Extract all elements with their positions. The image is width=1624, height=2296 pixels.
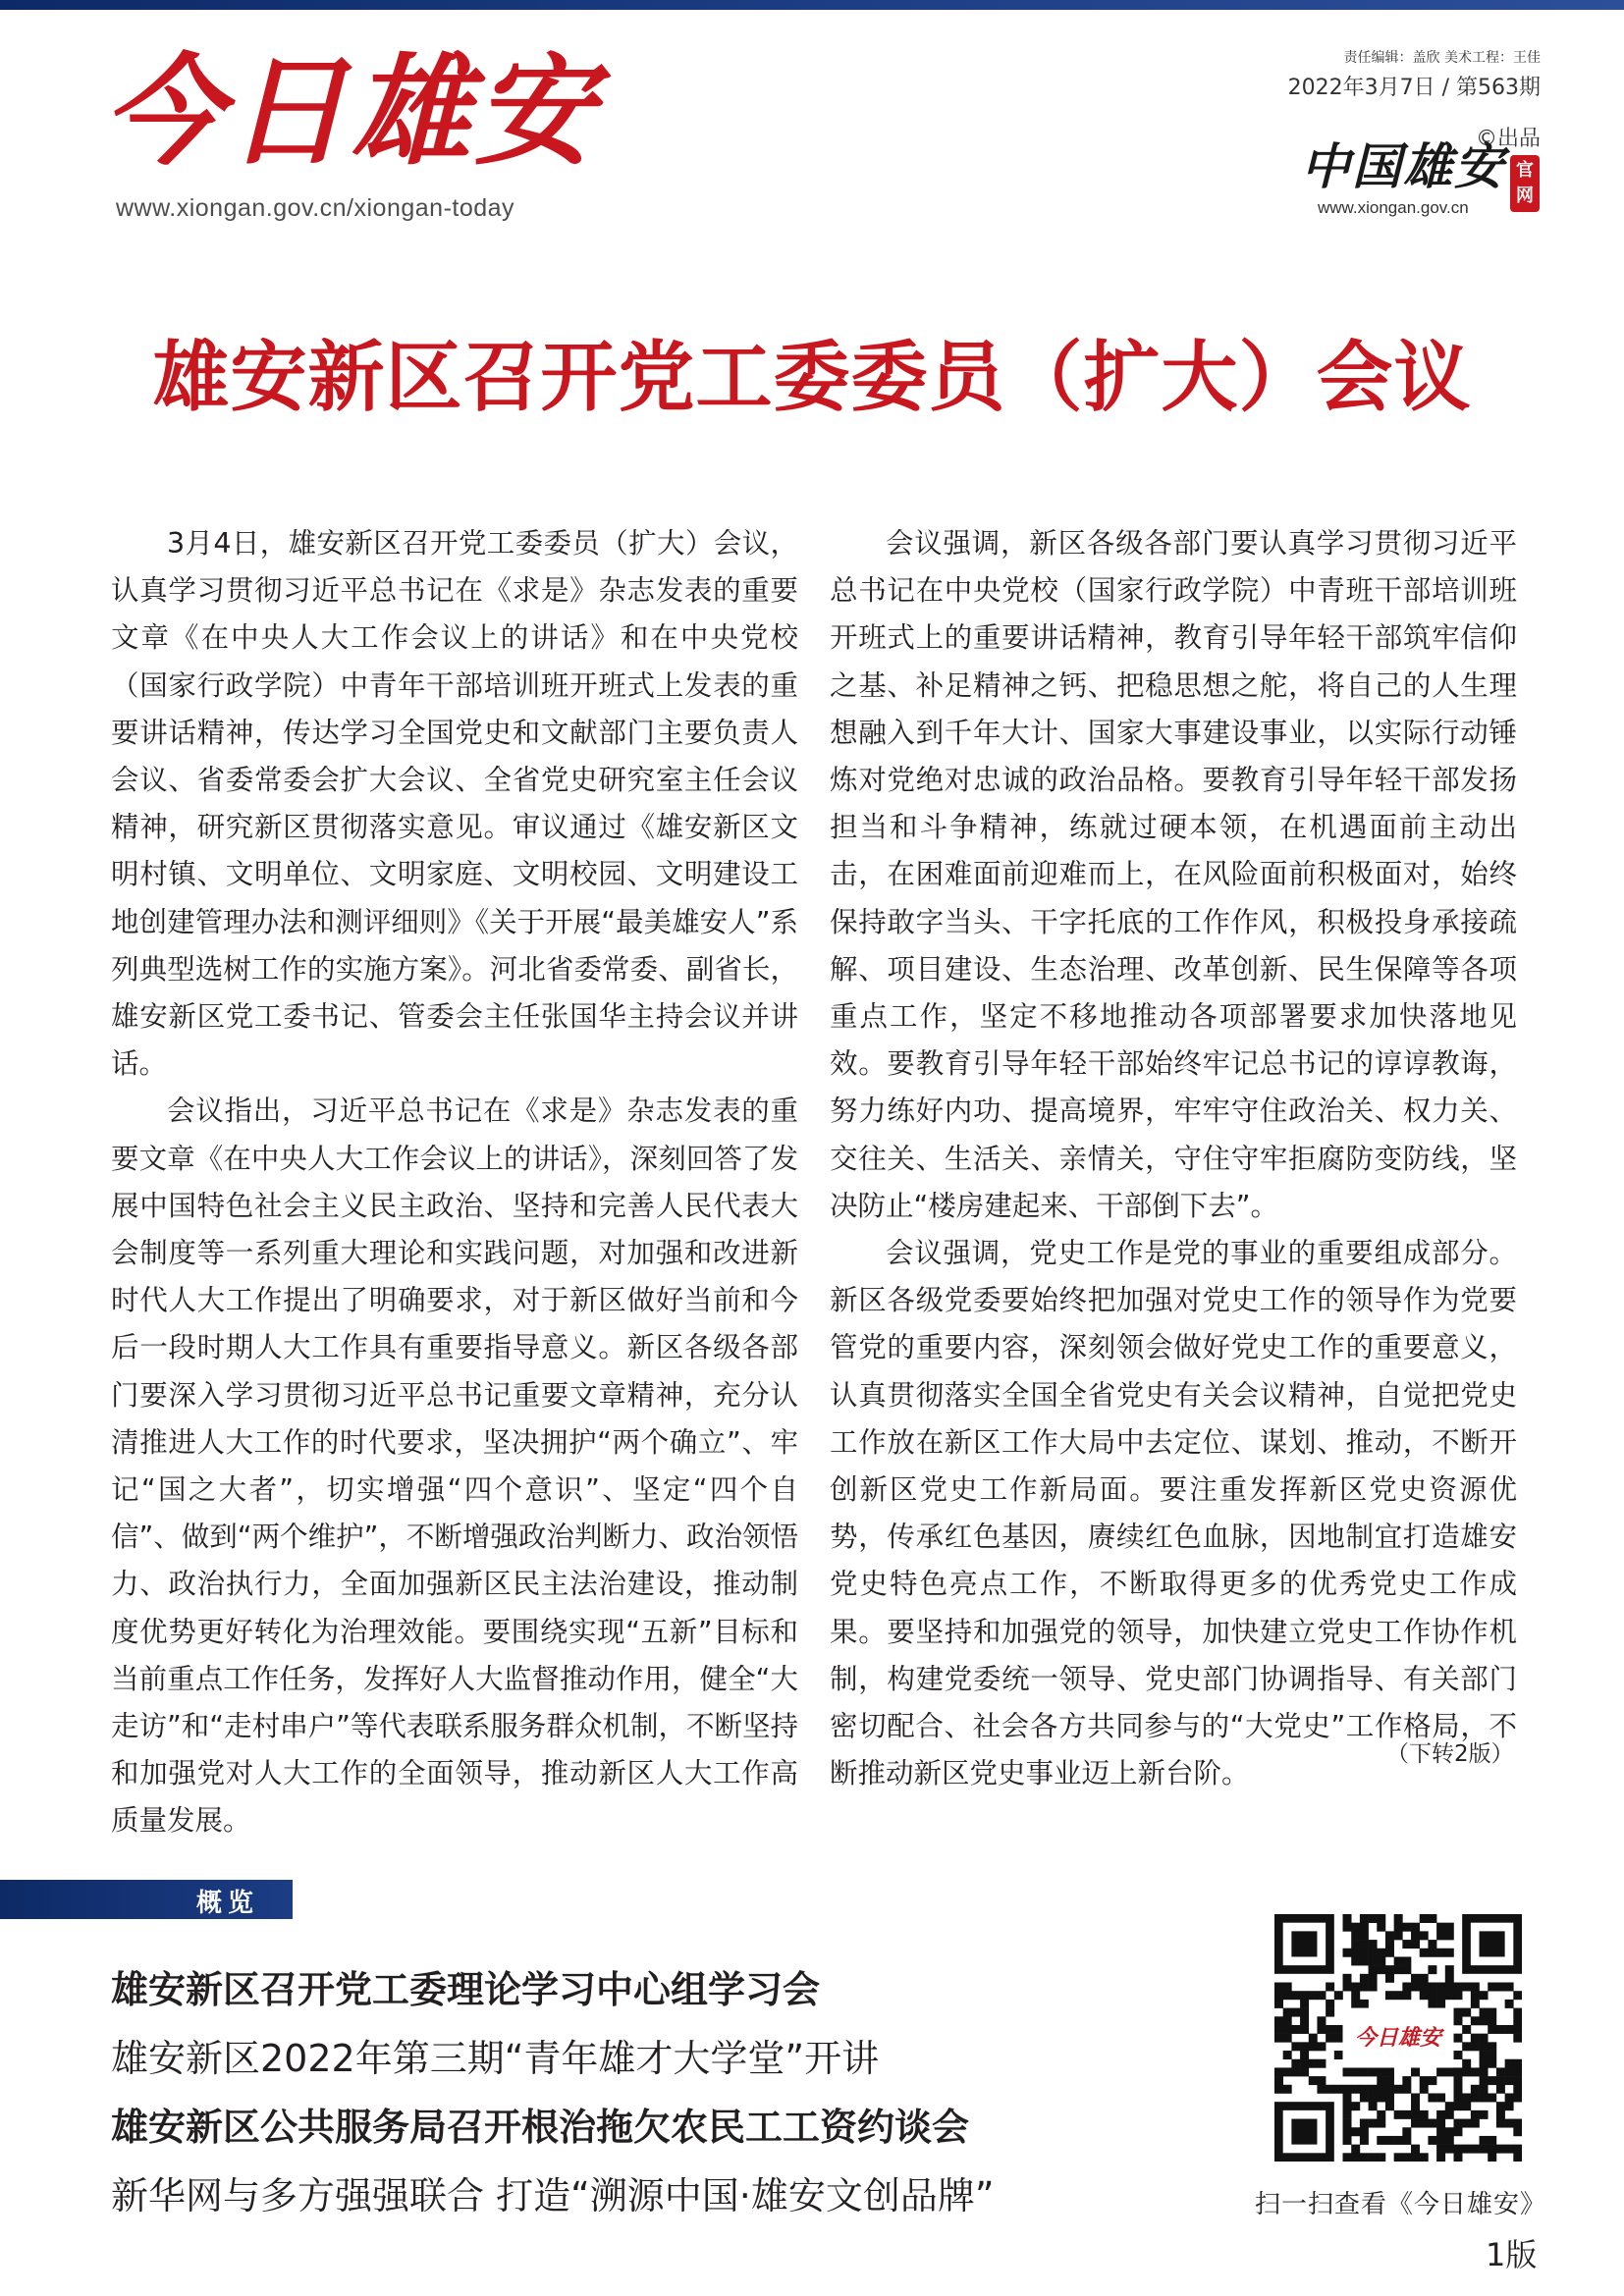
qr-center-logo: 今日雄安 (1354, 2025, 1442, 2051)
article-paragraph: 3月4日，雄安新区召开党工委委员（扩大）会议，认真学习贯彻习近平总书记在《求是》杂志发表的重要文章《在中央人大工作会议上的讲话》和在中央党校（国家行政学院）中青年干部培训班开班式上发表的重要讲话精神，传达学习全国党史和文献部门主要负责人会议、省委常委会扩大会议、全省党史研究室主任会议精神，研究新区贯彻落实意见。审议通过《雄安新区文明村镇、文明单位、文明家庭、文明校园、文明建设工地创建管理办法和测评细则》《关于开展“最美雄安人”系列典型选树工作的实施方案》。河北省委常委、副省长，雄安新区党工委书记、管委会主任张国华主持会议并讲话。 (111, 527, 798, 1081)
continued-note: （下转2版） (1386, 1741, 1514, 1767)
article-paragraph: 会议强调，新区各级各部门要认真学习贯彻习近平总书记在中央党校（国家行政学院）中青班干部培训班开班式上的重要讲话精神，教育引导年轻干部筑牢信仰之基、补足精神之钙、把稳思想之舵，将自己的人生理想融入到千年大计、国家大事建设事业，以实际行动锤炼对党绝对忠诚的政治品格。要教育引导年轻干部发扬担当和斗争精神，练就过硬本领，在机遇面前主动出击，在困难面前迎难而上，在风险面前积极面对，始终保持敢字当头、干字托底的工作作风，积极投身承接疏解、项目建设、生态治理、改革创新、民生保障等各项重点工作，坚定不移地推动各项部署要求加快落地见效。要教育引导年轻干部始终牢记总书记的谆谆教诲，努力练好内功、提高境界，牢牢守住政治关、权力关、交往关、生活关、亲情关，守住守牢拒腐防变防线，坚决防止“楼房建起来、干部倒下去”。 (830, 527, 1517, 1222)
article-column-right (830, 520, 1517, 1797)
brand-url[interactable]: www.xiongan.gov.cn (1318, 198, 1469, 217)
article-headline: 雄安新区召开党工委委员（扩大）会议 (152, 334, 1472, 422)
overview-item[interactable]: 新华网与多方强强联合 打造“溯源中国·雄安文创品牌” (111, 2174, 995, 2217)
article-column-left (111, 520, 798, 1845)
masthead-logo: 今日雄安 (103, 40, 598, 182)
qr-code[interactable] (1274, 1914, 1522, 2162)
article-paragraph: 会议指出，习近平总书记在《求是》杂志发表的重要文章《在中央人大工作会议上的讲话》，深刻回答了发展中国特色社会主义民主政治、坚持和完善人民代表大会制度等一系列重大理论和实践问题，对加强和改进新时代人大工作提出了明确要求，对于新区做好当前和今后一段时期人大工作具有重要指导意义。新区各级各部门要深入学习贯彻习近平总书记重要文章精神，充分认清推进人大工作的时代要求，坚决拥护“两个确立”、牢记“国之大者”，切实增强“四个意识”、坚定“四个自信”、做到“两个维护”，不断增强政治判断力、政治领悟力、政治执行力，全面加强新区民主法治建设，推动制度优势更好转化为治理效能。要围绕实现“五新”目标和当前重点工作任务，发挥好人大监督推动作用，健全“大走访”和“走村串户”等代表联系服务群众机制，不断坚持和加强党对人大工作的全面领导，推动新区人大工作高质量发展。 (111, 1095, 798, 1838)
overview-item[interactable]: 雄安新区2022年第三期“青年雄才大学堂”开讲 (111, 2037, 880, 2080)
qr-caption: 扫一扫查看《今日雄安》 (1255, 2190, 1547, 2219)
overview-label: 概览 (196, 1889, 260, 1918)
overview-item[interactable]: 雄安新区公共服务局召开根治拖欠农民工工资约谈会 (111, 2106, 970, 2149)
brand-seal: 官网 (1510, 155, 1540, 212)
page-number: 1版 (1486, 2236, 1538, 2273)
editor-credits: 责任编辑：盖欣 美术工程：王佳 (1343, 50, 1541, 66)
brand-logo: 中国雄安 (1301, 137, 1505, 195)
top-stripe (0, 0, 1624, 10)
masthead-url[interactable]: www.xiongan.gov.cn/xiongan-today (116, 194, 515, 222)
issue-date: 2022年3月7日 / 第563期 (1287, 76, 1541, 100)
article-paragraph: 会议强调，党史工作是党的事业的重要组成部分。新区各级党委要始终把加强对党史工作的领导作为党要管党的重要内容，深刻领会做好党史工作的重要意义，认真贯彻落实全国全省党史有关会议精神，自觉把党史工作放在新区工作大局中去定位、谋划、推动，不断开创新区党史工作新局面。要注重发挥新区党史资源优势，传承红色基因，赓续红色血脉，因地制宜打造雄安党史特色亮点工作，不断取得更多的优秀党史工作成果。要坚持和加强党的领导，加快建立党史工作协作机制，构建党委统一领导、党史部门协调指导、有关部门密切配合、社会各方共同参与的“大党史”工作格局，不断推动新区党史事业迈上新台阶。 (830, 1237, 1517, 1790)
publisher-note: ©出品 (1475, 127, 1541, 151)
overview-item[interactable]: 雄安新区召开党工委理论学习中心组学习会 (111, 1968, 821, 2011)
